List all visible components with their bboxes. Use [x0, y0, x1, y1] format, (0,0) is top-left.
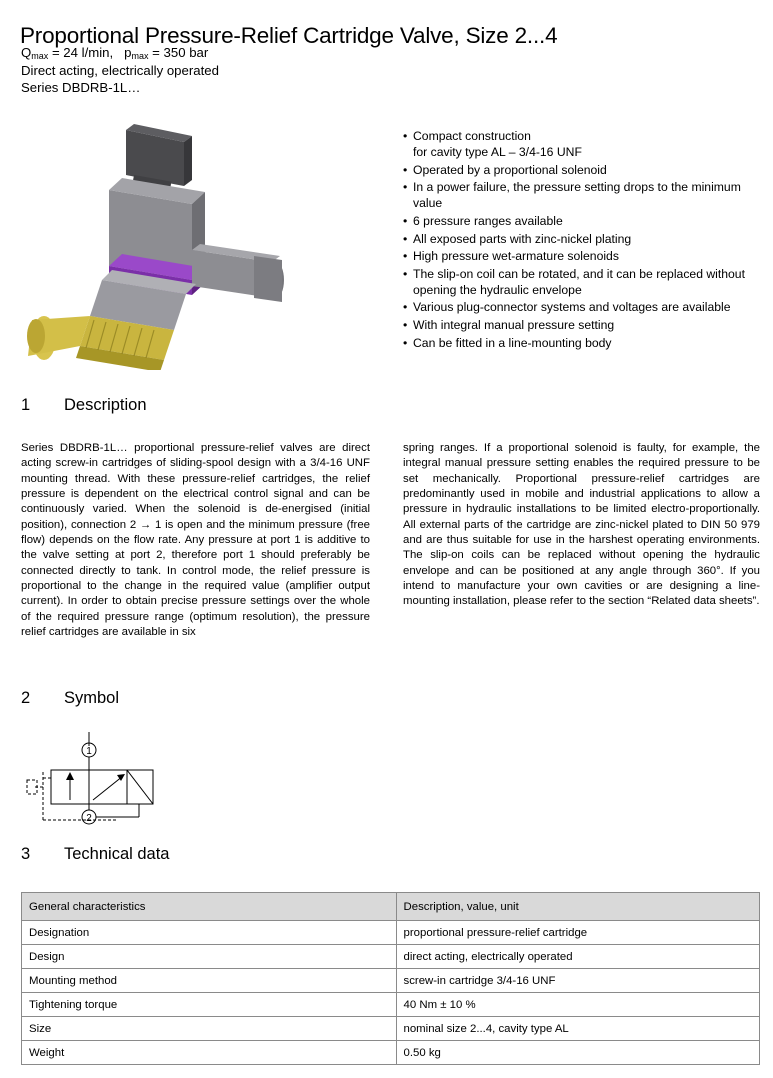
table-header-cell: Description, value, unit — [396, 893, 759, 921]
table-header-cell: General characteristics — [22, 893, 397, 921]
table-cell-value: direct acting, electrically operated — [396, 945, 759, 969]
section-title: Description — [64, 396, 147, 414]
section-heading-technical-data — [21, 845, 321, 867]
subtitle-line-3: Series DBDRB-1L… — [21, 80, 141, 96]
description-column-right: spring ranges. If a proportional solenoid is faulty, for example, the integral manual pressure setting enables the required pressure to be set mechanically. Proportional pressure-relief cartridges are predominantly used in mobile and industrial applications to allow a pressure in hydraulic installations to be limited electro-proportionally. All external parts of the cartridge are zinc-nickel plated to DIN 50 979 and are thus suitable for use in the harshest operating environments. The slip-on coils can be replaced without opening the hydraulic envelope and can be positioned at any angle through 360°. If you intend to manufacture your own cavities or are designing a line-mounting installation, please refer to the section “Related data sheets”. — [403, 442, 760, 608]
table-cell-characteristic: Tightening torque — [22, 993, 397, 1017]
symbol-port-top-label: 1 — [86, 746, 92, 757]
feature-item — [403, 162, 763, 178]
table-row — [22, 1041, 760, 1065]
table-cell-value: proportional pressure-relief cartridge — [396, 921, 759, 945]
table-row — [22, 921, 760, 945]
feature-item — [403, 266, 763, 298]
section-number: 2 — [21, 689, 31, 707]
table-cell-value: 40 Nm ± 10 % — [396, 993, 759, 1017]
pmax-symbol: p — [124, 45, 132, 60]
feature-text: With integral manual pressure setting — [413, 318, 615, 333]
section-heading-symbol — [21, 689, 321, 711]
description-column-left: Series DBDRB-1L… proportional pressure-relief valves are direct acting screw-in cartridges of sliding-spool design with a 3/4-16 UNF mounting thread. With these pressure-relief cartridges, the relief pressure is dependent on the electrical control signal and can be continuously varied. When the solenoid is de-energised (initial position), connection 2 → 1 is open and the minimum pressure (free flow) depends on the flow rate. Any pressure at port 1 is additive to the valve setting at port 2, therefore port 1 should preferably be connected directly to tank. In control mode, the relief pressure is proportional to the change in the required value (amplifier output current). In order to obtain precise pressure settings over the whole of the required pressure range (optimum resolution), the pressure relief cartridges are available in six — [21, 442, 370, 638]
feature-item — [403, 299, 763, 315]
section-number: 1 — [21, 396, 31, 414]
table-cell-characteristic: Design — [22, 945, 397, 969]
feature-item — [403, 128, 763, 160]
table-cell-characteristic: Mounting method — [22, 969, 397, 993]
symbol-port-bottom-label: 2 — [86, 813, 92, 824]
feature-item — [403, 213, 763, 229]
qmax-subscript: max — [31, 51, 49, 61]
pmax-value: = 350 bar — [148, 45, 209, 60]
subtitle-block — [21, 44, 441, 97]
table-cell-value: screw-in cartridge 3/4-16 UNF — [396, 969, 759, 993]
feature-list — [403, 128, 763, 352]
table-row — [22, 969, 760, 993]
feature-text: High pressure wet-armature solenoids — [413, 249, 619, 264]
feature-item — [403, 248, 763, 264]
feature-item — [403, 179, 763, 211]
subtitle-line-1 — [21, 44, 441, 62]
section-title: Technical data — [64, 845, 170, 863]
subtitle-line-2: Direct acting, electrically operated — [21, 62, 219, 78]
feature-text: In a power failure, the pressure setting drops to the minimum value — [413, 180, 741, 211]
table-cell-characteristic: Designation — [22, 921, 397, 945]
technical-data-table — [21, 892, 760, 1065]
table-header-row — [22, 893, 760, 921]
valve-body — [192, 244, 284, 302]
section-heading-description — [21, 396, 321, 418]
hydraulic-symbol-diagram — [21, 728, 281, 828]
feature-item — [403, 335, 763, 351]
section-title: Symbol — [64, 689, 120, 707]
page-title: Proportional Pressure-Relief Cartridge Valve, Size 2...4 — [20, 23, 558, 49]
feature-text: The slip-on coil can be rotated, and it can be replaced without opening the hydraulic envelope — [413, 266, 745, 297]
feature-text: Can be fitted in a line-mounting body — [413, 335, 612, 350]
table-cell-characteristic: Weight — [22, 1041, 397, 1065]
feature-text: All exposed parts with zinc-nickel plating — [413, 231, 632, 246]
table-row — [22, 993, 760, 1017]
table-row — [22, 945, 760, 969]
feature-item — [403, 317, 763, 333]
feature-text: Various plug-connector systems and voltages are available — [413, 300, 731, 315]
feature-text: Compact construction for cavity type AL – 3/4-16 UNF — [413, 129, 582, 160]
feature-item — [403, 231, 763, 247]
qmax-value: = 24 l/min, — [48, 45, 114, 60]
table-cell-value: 0.50 kg — [396, 1041, 759, 1065]
feature-text: Operated by a proportional solenoid — [413, 162, 607, 177]
pmax-subscript: max — [131, 51, 149, 61]
table-row — [22, 1017, 760, 1041]
table-cell-value: nominal size 2...4, cavity type AL — [396, 1017, 759, 1041]
table-cell-characteristic: Size — [22, 1017, 397, 1041]
section-number: 3 — [21, 845, 31, 863]
feature-text: 6 pressure ranges available — [413, 213, 563, 228]
product-image — [14, 120, 314, 370]
qmax-symbol: Q — [21, 45, 32, 60]
